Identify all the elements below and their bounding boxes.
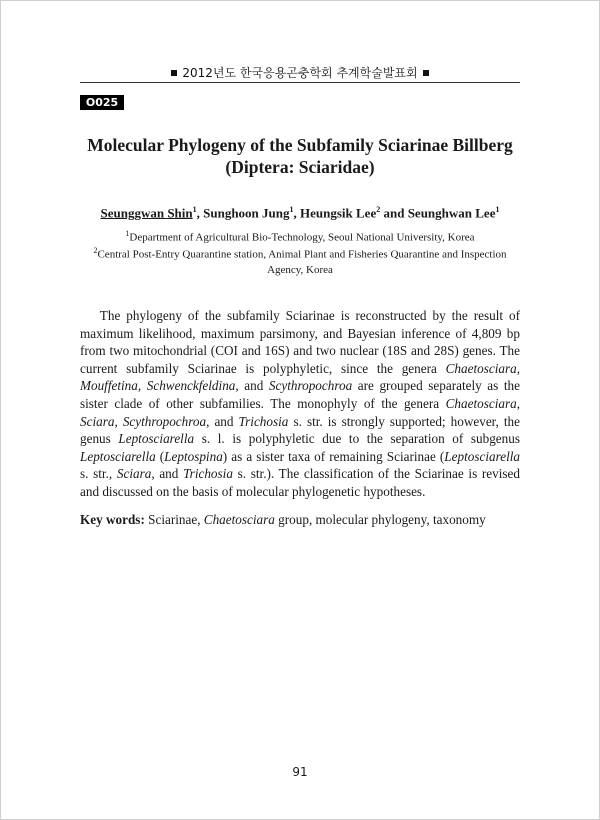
author-name: Heungsik Lee <box>300 205 377 221</box>
taxon-name: Sciara <box>116 466 152 482</box>
taxon-name: Mouffetina <box>80 378 138 394</box>
taxon-name: Schwenckfeldina <box>146 378 236 394</box>
text-run: Sciarinae, <box>144 512 204 527</box>
author-name: Seunghwan Lee <box>407 205 496 221</box>
text-run: s. str. is strongly supported; however, the genus <box>80 413 521 447</box>
text-run: The phylogeny of the subfamily Sciarinae is reconstructed by the result of maximum likelihood, maximum parsimony, and Bayesian inference of 4,809 bp from two mitochondrial (COI and 16S) and two nuclear (18S and 28S) genes. The current subfamily Sciarinae is polyphyletic, since the genera <box>80 308 520 376</box>
square-bullet-icon <box>423 70 429 76</box>
title-line-2: (Diptera: Sciaridae) <box>225 157 375 177</box>
taxon-name: Leptosciarella <box>444 448 520 464</box>
affiliation-marker: 1 <box>125 229 130 238</box>
text-run: are grouped separately as the sister clade of other subfamilies. The monophyly of the genera <box>80 378 520 411</box>
author-affiliation-marker: 2 <box>376 205 381 214</box>
affiliation-marker: 2 <box>93 246 98 255</box>
author-list <box>60 205 540 221</box>
text-run: , <box>137 378 147 394</box>
author-affiliation-marker: 1 <box>289 205 294 214</box>
conference-name: 2012년도 한국응용곤충학회 추계학술발표회 <box>182 66 418 80</box>
text-run: s. str.). The classification of the Sciarinae is revised and discussed on the basis of molecular phylogenetic hypotheses. <box>80 466 520 499</box>
abstract-id-badge: O025 <box>80 95 124 110</box>
text-run: , and <box>151 466 184 482</box>
taxon-name: Trichosia <box>238 413 289 429</box>
author-affiliation-marker: 1 <box>495 205 500 214</box>
text-run: ) as a sister taxa of remaining Sciarinae ( <box>222 448 445 464</box>
affiliation-text: Department of Agricultural Bio-Technology, Seoul National University, Korea <box>129 231 475 244</box>
text-run: , <box>516 395 520 411</box>
taxon-name: Chaetosciara <box>445 395 517 411</box>
taxon-name: Sciara <box>80 413 115 429</box>
author-separator: , <box>196 205 204 221</box>
text-run: , <box>516 360 520 376</box>
presenting-author: Seunggwan Shin <box>100 205 193 221</box>
affiliation-1 <box>60 229 540 244</box>
page-number: 91 <box>292 765 308 779</box>
taxon-name: Chaetosciara <box>203 512 275 527</box>
keywords-label: Key words: <box>80 512 145 527</box>
author-affiliation-marker: 1 <box>192 205 197 214</box>
affiliation-text: Central Post-Entry Quarantine station, Animal Plant and Fisheries Quarantine and Inspection <box>97 248 507 261</box>
text-run: , and <box>235 378 269 394</box>
author-name: Sunghoon Jung <box>203 205 290 221</box>
taxon-name: Leptospina <box>164 448 223 464</box>
taxon-name: Leptosciarella <box>80 448 156 464</box>
conference-header <box>0 64 600 81</box>
author-separator: , <box>293 205 301 221</box>
text-run: , <box>114 413 123 429</box>
paper-title <box>60 134 540 178</box>
title-line-1: Molecular Phylogeny of the Subfamily Sciarinae Billberg <box>87 135 513 155</box>
keywords-line <box>80 512 520 528</box>
text-run: group, molecular phylogeny, taxonomy <box>274 512 486 527</box>
text-run: s. str., <box>80 466 117 482</box>
taxon-name: Chaetosciara <box>445 360 517 376</box>
text-run: ( <box>155 448 165 464</box>
author-separator: and <box>380 205 408 221</box>
abstract-body <box>80 307 520 501</box>
square-bullet-icon <box>171 70 177 76</box>
text-run: s. l. is polyphyletic due to the separation of subgenus <box>194 431 520 447</box>
affiliation-2-continued: Agency, Korea <box>267 264 333 276</box>
taxon-name: Trichosia <box>183 466 233 482</box>
taxon-name: Leptosciarella <box>118 431 195 447</box>
header-rule <box>80 82 520 83</box>
taxon-name: Scythropochroa <box>268 378 353 394</box>
text-run: , and <box>206 413 239 429</box>
affiliation-2 <box>60 246 540 261</box>
taxon-name: Scythropochroa <box>122 413 207 429</box>
